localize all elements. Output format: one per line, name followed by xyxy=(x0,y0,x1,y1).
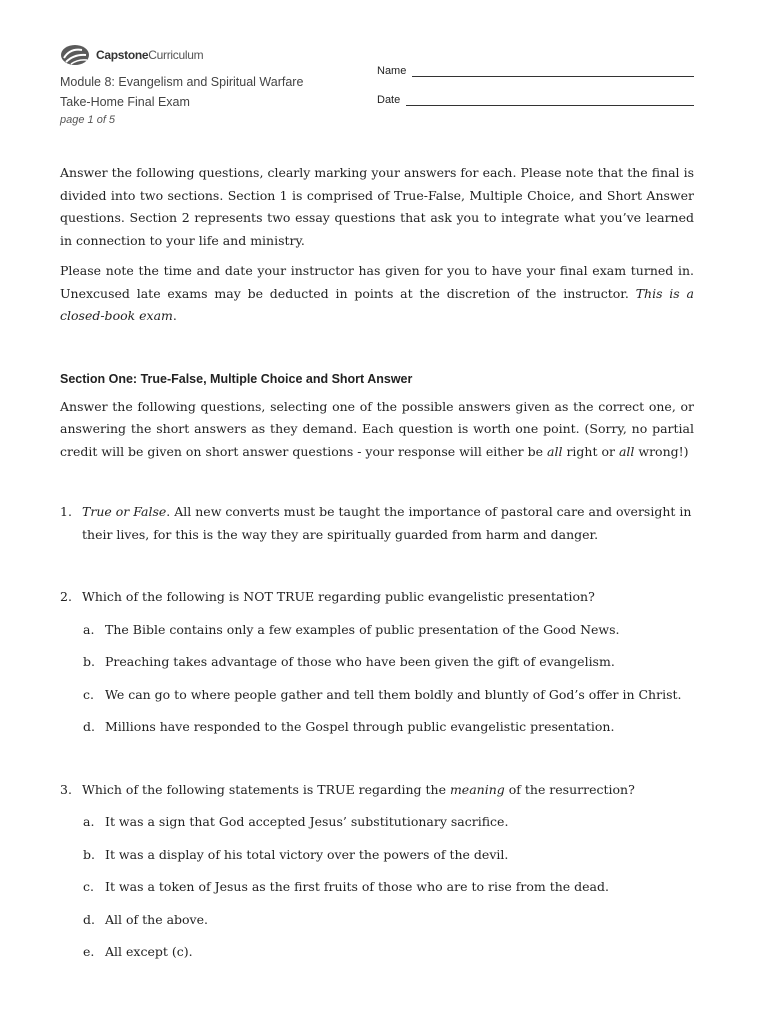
module-title: Module 8: Evangelism and Spiritual Warfare xyxy=(60,75,304,89)
question-text: Which of the following statements is TRUE regarding the meaning of the resurrection? xyxy=(82,781,635,797)
true-false-label: True or False xyxy=(82,504,167,519)
question-text: . All new converts must be taught the importance of pastoral care and oversight in their lives, for this is the way they are spiritually guarded from harm and danger. xyxy=(82,504,692,542)
question-text: Which of the following is NOT TRUE regarding public evangelistic presentation? xyxy=(82,589,595,604)
date-label: Date xyxy=(377,94,401,106)
name-line[interactable] xyxy=(412,64,694,77)
question-3-option-d[interactable]: d. All of the above. xyxy=(83,911,208,927)
name-field[interactable] xyxy=(377,64,694,77)
logo-wordmark: CapstoneCurriculum xyxy=(96,48,204,62)
question-3-option-e[interactable]: e. All except (c). xyxy=(83,944,193,959)
question-2 xyxy=(60,586,694,609)
section-one-title: Section One: True-False, Multiple Choice and Short Answer xyxy=(60,371,413,386)
name-label: Name xyxy=(377,65,407,77)
question-2-option-a[interactable]: a. The Bible contains only a few examples of public presentation of the Good News. xyxy=(83,621,620,637)
question-3-option-b[interactable]: b. It was a display of his total victory over the powers of the devil. xyxy=(83,846,509,862)
question-1 xyxy=(60,501,694,546)
intro-paragraph-1: Answer the following questions, clearly marking your answers for each. Please note that the final is divided into two sections. Section 1 is comprised of True-False, Multiple Choice, and Short Answer questions. Section 2 represents two essay questions that ask you to integrate what you’ve learned in connection to your life and ministry. xyxy=(60,165,694,248)
intro-paragraph-2: Please note the time and date your instructor has given for you to have your final exam turned in. Unexcused late exams may be deducted in points at the discretion of the instructor. This is a closed-book exam. xyxy=(60,263,694,323)
question-3 xyxy=(60,779,694,802)
section-one-instructions: Answer the following questions, selecting one of the possible answers given as the correct one, or answering the short answers as they demand. Each question is worth one point. (Sorry, no partial credit will be given on short answer questions - your response will either be all right or all wrong!) xyxy=(60,398,694,459)
capstone-logo-icon xyxy=(60,44,90,66)
exam-body xyxy=(60,162,694,964)
question-3-option-a[interactable]: a. It was a sign that God accepted Jesus’ substitutionary sacrifice. xyxy=(83,814,509,829)
question-number: 3. xyxy=(60,781,72,797)
question-2-option-d[interactable]: d. Millions have responded to the Gospel through public evangelistic presentation. xyxy=(83,719,615,734)
date-field[interactable] xyxy=(377,93,694,106)
question-2-option-c[interactable]: c. We can go to where people gather and tell them boldly and bluntly of God’s offer in Christ. xyxy=(83,686,682,702)
question-3-option-c[interactable]: c. It was a token of Jesus as the first fruits of those who are to rise from the dead. xyxy=(83,879,609,894)
page-number: page 1 of 5 xyxy=(60,114,116,126)
exam-header xyxy=(60,72,303,128)
question-number: 2. xyxy=(60,589,72,604)
date-line[interactable] xyxy=(406,93,694,106)
exam-title: Take-Home Final Exam xyxy=(60,95,190,109)
question-number: 1. xyxy=(60,504,72,519)
question-2-option-b[interactable]: b. Preaching takes advantage of those who have been given the gift of evangelism. xyxy=(83,654,615,669)
capstone-logo xyxy=(60,44,203,66)
